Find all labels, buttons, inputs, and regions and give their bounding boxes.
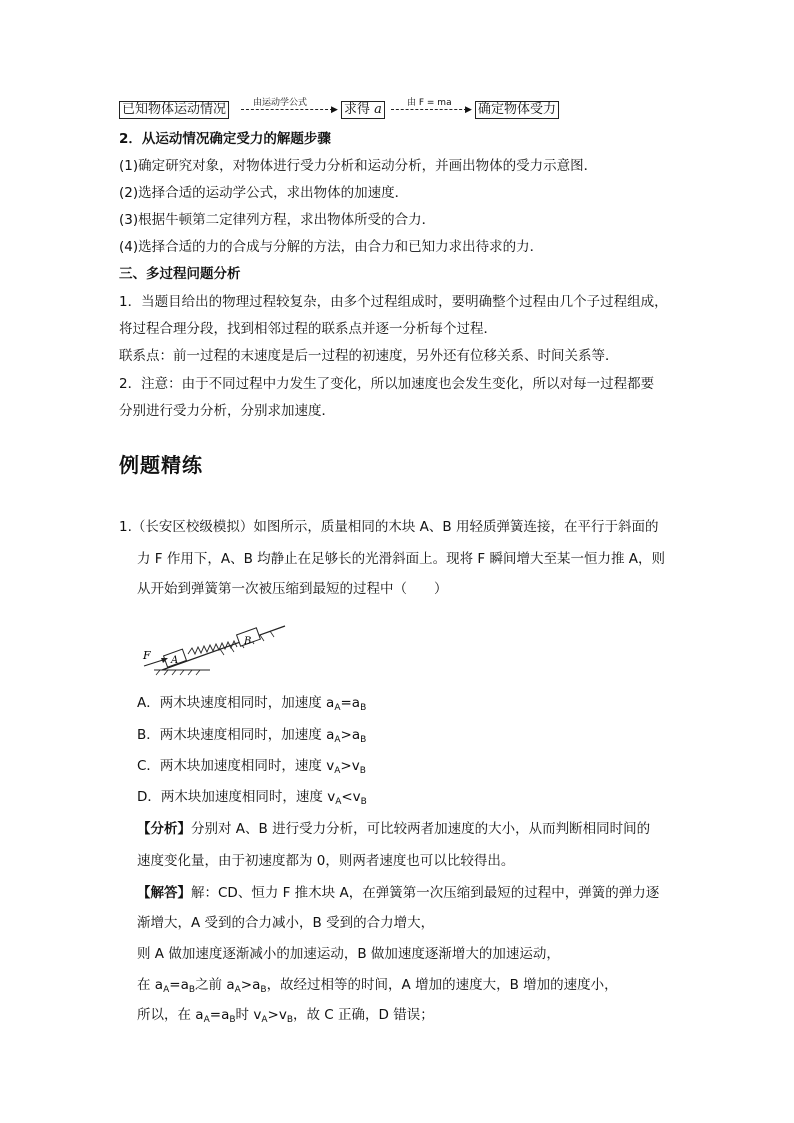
answer-line3: 则 A 做加速度逐渐减小的加速运动，B 做加速度逐渐增大的加速运动， [137,946,560,962]
option-c[interactable]: C．两木块加速度相同时，速度 $v_A>v_B$ [137,758,366,776]
analysis-line1: 【分析】分别对 A、B 进行受力分析，可比较两者加速度的大小，从而判断相同时间的 [137,821,651,837]
section2-title: 2．从运动情况确定受力的解题步骤 [119,131,331,147]
label-b: B [244,636,252,647]
answer-line5: 所以，在 $a_A=a_B$时 $v_A>v_B$，故 C 正确，D 错误； [137,1007,434,1025]
examples-heading: 例题精练 [119,453,203,477]
option-d[interactable]: D．两木块加速度相同时，速度 $v_A<v_B$ [137,789,367,807]
label-a: A [171,655,179,666]
section3-p1-line1: 1．当题目给出的物理过程较复杂，由多个过程组成时，要明确整个过程由几个子过程组成， [119,294,668,310]
question-line1: 1.（长安区校级模拟）如图所示，质量相同的木块 A、B 用轻质弹簧连接，在平行于斜面的 [119,519,659,535]
answer-line4: 在 $a_A=a_B$之前 $a_A>a_B$，故经过相等的时间，A 增加的速度大，B 增加的速度小， [137,977,618,995]
answer-line2: 渐增大，A 受到的合力减小，B 受到的合力增大， [137,915,435,931]
flow-box-find-a-text: 求得 [344,102,371,117]
section3-title: 三、多过程问题分析 [119,266,241,282]
arrow-right-icon: ▶ [465,105,472,115]
option-a[interactable]: A．两木块速度相同时，加速度 $a_A=a_B$ [137,695,367,713]
flow-arrow1-line [241,109,333,110]
section3-p1-line2: 将过程合理分段，找到相邻过程的联系点并逐一分析每个过程． [119,321,497,337]
flow-box-find-a [341,101,385,119]
flow-box-known-motion: 已知物体运动情况 [119,101,229,119]
analysis-line2: 速度变化量，由于初速度都为 0，则两者速度也可以比较得出。 [137,853,515,869]
section3-p2-line1: 2．注意：由于不同过程中力发生了变化，所以加速度也会发生变化，所以对每一过程都要 [119,376,655,392]
label-f: F [143,649,151,662]
ground-hatching [156,670,200,675]
question-line2: 力 F 作用下，A、B 均静止在足够长的光滑斜面上。现将 F 瞬间增大至某一恒力推 A，则 [137,551,666,567]
analysis-tag: 【分析】 [137,821,191,837]
section2-step-1: (1)确定研究对象，对物体进行受力分析和运动分析，并画出物体的受力示意图． [119,158,598,174]
section2-step-2: (2)选择合适的运动学公式，求出物体的加速度． [119,185,409,201]
flow-diagram [119,95,599,117]
incline-surface [162,626,285,670]
flow-arrow2-line [391,109,467,110]
flow-arrow1-label: 由运动学公式 [253,98,308,108]
answer-line1: 【解答】解：CD、恒力 F 推木块 A，在弹簧第一次压缩到最短的过程中，弹簧的弹力逐 [137,885,660,901]
flow-box-determine-force: 确定物体受力 [475,101,559,119]
flow-box-find-a-var: a [374,102,382,117]
flow-arrow2-label: 由 F = ma [407,98,452,108]
question-line3: 从开始到弹簧第一次被压缩到最短的过程中（ ） [137,581,448,597]
incline-figure [140,618,290,680]
section3-p2-line2: 分别进行受力分析，分别求加速度． [119,403,335,419]
answer-tag: 【解答】 [137,885,191,901]
section2-step-4: (4)选择合适的力的合成与分解的方法，由合力和已知力求出待求的力． [119,239,544,255]
section3-link-point: 联系点：前一过程的末速度是后一过程的初速度，另外还有位移关系、时间关系等． [119,348,619,364]
option-b[interactable]: B．两木块速度相同时，加速度 $a_A>a_B$ [137,727,367,745]
section2-step-3: (3)根据牛顿第二定律列方程，求出物体所受的合力． [119,212,436,228]
arrow-right-icon: ▶ [331,105,338,115]
